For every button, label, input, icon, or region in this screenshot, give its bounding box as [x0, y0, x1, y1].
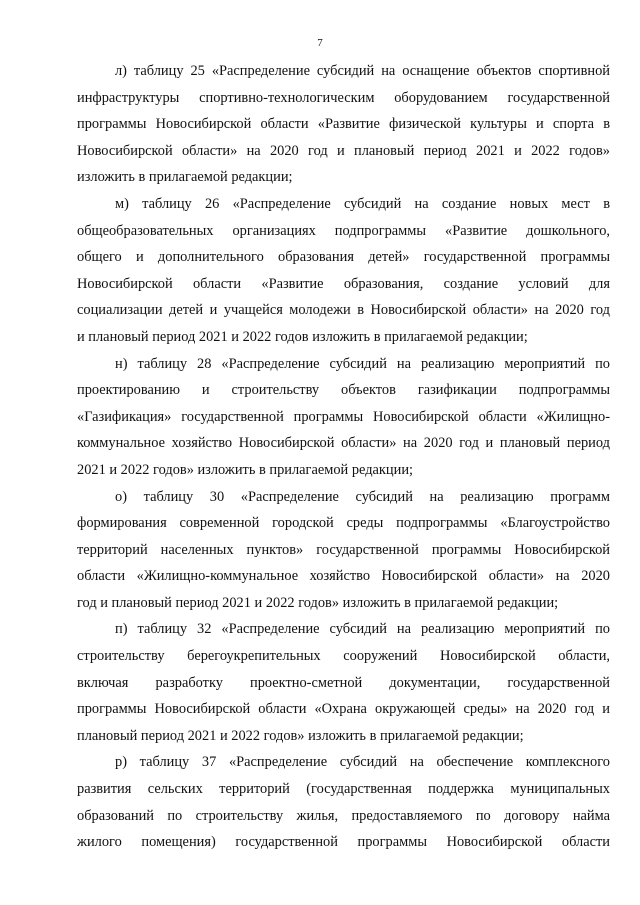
text-line: Новосибирской области «Развитие образования, создание условий для [77, 275, 610, 292]
text-line: образований по строительству жилья, предоставляемого по договору найма [77, 807, 610, 824]
text-line: л) таблицу 25 «Распределение субсидий на оснащение объектов спортивной [115, 63, 610, 79]
text-line: о) таблицу 30 «Распределение субсидий на реализацию программ [115, 488, 610, 505]
paragraph [77, 616, 610, 749]
text-line: коммунальное хозяйство Новосибирской области» на 2020 год и плановый период [77, 435, 610, 452]
paragraph [77, 749, 610, 855]
text-line: программы Новосибирской области «Охрана окружающей среды» на 2020 год и [77, 701, 610, 718]
text-line: социализации детей и учащейся молодежи в Новосибирской области» на 2020 год [77, 302, 610, 319]
text-line: проектированию и строительству объектов газификации подпрограммы [77, 382, 610, 399]
text-line: н) таблицу 28 «Распределение субсидий на реализацию мероприятий по [115, 355, 610, 372]
text-line: области «Жилищно-коммунальное хозяйство Новосибирской области» на 2020 [77, 568, 610, 585]
text-line: плановый период 2021 и 2022 годов» изложить в прилагаемой редакции; [77, 727, 524, 744]
paragraph [77, 484, 610, 617]
text-line: строительству берегоукрепительных сооружений Новосибирской области, [77, 648, 610, 665]
text-line: р) таблицу 37 «Распределение субсидий на обеспечение комплексного [115, 754, 610, 771]
text-line: включая разработку проектно-сметной документации, государственной [77, 674, 610, 691]
document-body [77, 58, 610, 856]
text-line: общеобразовательных организациях подпрограммы «Развитие дошкольного, [77, 222, 610, 239]
text-line: м) таблицу 26 «Распределение субсидий на создание новых мест в [115, 195, 610, 212]
text-line: 2021 и 2022 годов» изложить в прилагаемой редакции; [77, 461, 414, 478]
paragraph [77, 58, 610, 191]
text-line: «Газификация» государственной программы Новосибирской области «Жилищно- [77, 408, 610, 425]
text-line: п) таблицу 32 «Распределение субсидий на реализацию мероприятий по [115, 621, 610, 638]
page-number: 7 [317, 37, 323, 49]
text-line: развития сельских территорий (государственная поддержка муниципальных [77, 781, 610, 798]
text-line: жилого помещения) государственной программы Новосибирской области [77, 834, 610, 851]
text-line: год и плановый период 2021 и 2022 годов» изложить в прилагаемой редакции; [77, 594, 559, 611]
text-line: изложить в прилагаемой редакции; [77, 169, 293, 186]
text-line: программы Новосибирской области «Развитие физической культуры и спорта в [77, 116, 610, 133]
paragraph [77, 351, 610, 484]
text-line: Новосибирской области» на 2020 год и плановый период 2021 и 2022 годов» [77, 142, 610, 159]
text-line: и плановый период 2021 и 2022 годов изложить в прилагаемой редакции; [77, 328, 528, 345]
text-line: территорий населенных пунктов» государственной программы Новосибирской [77, 541, 610, 558]
paragraph [77, 191, 610, 351]
text-line: общего и дополнительного образования детей» государственной программы [77, 249, 610, 266]
text-line: формирования современной городской среды подпрограммы «Благоустройство [77, 515, 610, 532]
text-line: инфраструктуры спортивно-технологическим оборудованием государственной [77, 89, 610, 106]
